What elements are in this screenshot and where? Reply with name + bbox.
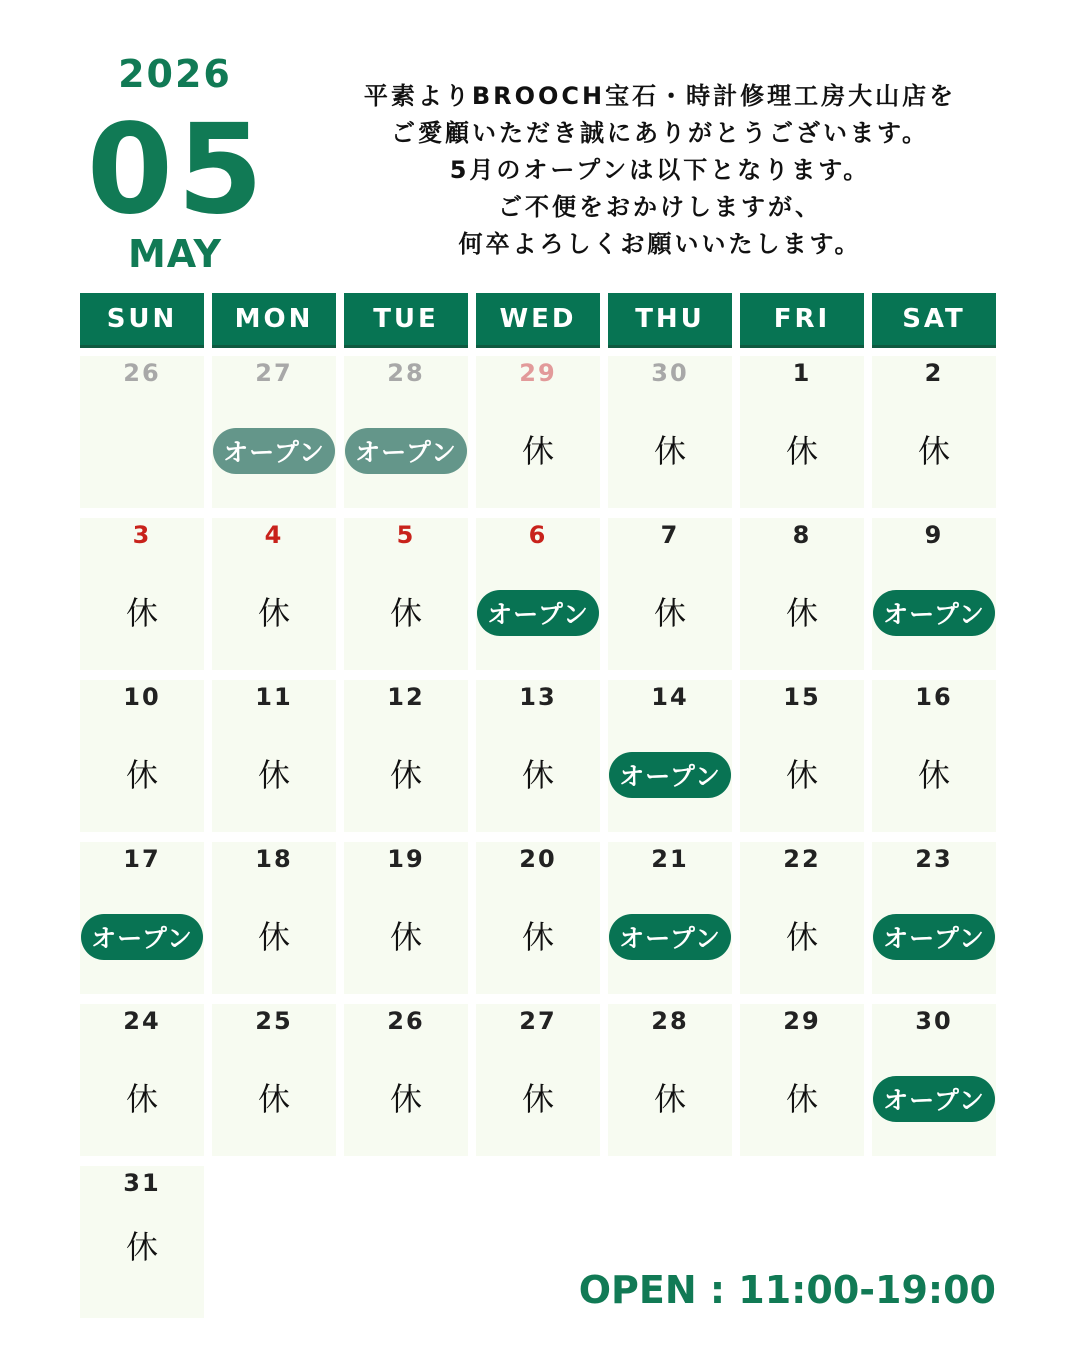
closed-label: 休 — [125, 594, 158, 632]
day-cell — [476, 842, 600, 994]
day-number: 12 — [387, 683, 425, 711]
open-badge: オープン — [873, 1076, 995, 1122]
weekday-sat: SAT — [872, 293, 996, 348]
weekday-fri: FRI — [740, 293, 864, 348]
day-cell — [344, 680, 468, 832]
day-cell — [872, 680, 996, 832]
day-number: 1 — [792, 359, 812, 387]
day-cell — [608, 680, 732, 832]
day-number: 30 — [651, 359, 689, 387]
day-cell — [872, 842, 996, 994]
day-cell — [344, 356, 468, 508]
day-number: 11 — [255, 683, 293, 711]
message-line: 何卒よろしくお願いいたします。 — [458, 230, 862, 258]
closed-label: 休 — [389, 1080, 422, 1118]
day-number: 5 — [396, 521, 416, 549]
closed-label: 休 — [125, 756, 158, 794]
message-line: ご愛顧いただき誠にありがとうございます。 — [390, 119, 930, 147]
day-cell — [476, 680, 600, 832]
closed-label: 休 — [257, 1080, 290, 1118]
day-cell — [872, 356, 996, 508]
day-cell — [740, 518, 864, 670]
day-cell — [872, 1004, 996, 1156]
greeting-message — [320, 78, 1000, 263]
day-number: 26 — [387, 1007, 425, 1035]
weekday-sun: SUN — [80, 293, 204, 348]
day-number: 9 — [924, 521, 944, 549]
closed-label: 休 — [521, 918, 554, 956]
day-number: 16 — [915, 683, 953, 711]
day-number: 29 — [783, 1007, 821, 1035]
day-number: 15 — [783, 683, 821, 711]
day-cell — [608, 356, 732, 508]
closed-label: 休 — [653, 1080, 686, 1118]
day-cell — [212, 680, 336, 832]
day-number: 19 — [387, 845, 425, 873]
closed-label: 休 — [785, 918, 818, 956]
open-badge: オープン — [477, 590, 599, 636]
day-number: 17 — [123, 845, 161, 873]
day-cell — [80, 518, 204, 670]
year-label: 2026 — [118, 52, 232, 96]
closed-label: 休 — [125, 1080, 158, 1118]
day-number: 13 — [519, 683, 557, 711]
day-number: 28 — [651, 1007, 689, 1035]
open-badge: オープン — [213, 428, 335, 474]
closed-label: 休 — [257, 594, 290, 632]
day-cell — [740, 680, 864, 832]
calendar-grid — [80, 356, 996, 1318]
month-number: 05 — [86, 98, 268, 242]
day-number: 8 — [792, 521, 812, 549]
day-number: 25 — [255, 1007, 293, 1035]
open-badge: オープン — [81, 914, 203, 960]
day-number: 30 — [915, 1007, 953, 1035]
day-number: 27 — [255, 359, 293, 387]
day-cell — [212, 356, 336, 508]
day-number: 3 — [132, 521, 152, 549]
open-badge: オープン — [873, 914, 995, 960]
closed-label: 休 — [521, 432, 554, 470]
day-cell — [212, 842, 336, 994]
day-cell — [212, 518, 336, 670]
day-number: 28 — [387, 359, 425, 387]
day-number: 2 — [924, 359, 944, 387]
day-cell — [740, 842, 864, 994]
weekday-tue: TUE — [344, 293, 468, 348]
month-name: MAY — [127, 232, 223, 276]
day-cell — [740, 356, 864, 508]
closed-label: 休 — [389, 594, 422, 632]
day-number: 27 — [519, 1007, 557, 1035]
day-cell — [80, 680, 204, 832]
day-cell — [344, 842, 468, 994]
day-cell — [80, 1166, 204, 1318]
closed-label: 休 — [653, 432, 686, 470]
day-cell — [740, 1004, 864, 1156]
day-cell — [872, 518, 996, 670]
day-cell — [80, 842, 204, 994]
closed-label: 休 — [389, 918, 422, 956]
day-number: 23 — [915, 845, 953, 873]
open-badge: オープン — [873, 590, 995, 636]
day-number: 7 — [660, 521, 680, 549]
weekday-mon: MON — [212, 293, 336, 348]
day-cell — [80, 356, 204, 508]
day-cell — [476, 518, 600, 670]
closed-label: 休 — [785, 756, 818, 794]
closed-label: 休 — [785, 1080, 818, 1118]
day-cell — [80, 1004, 204, 1156]
weekday-header — [80, 293, 996, 348]
closed-label: 休 — [521, 756, 554, 794]
closed-label: 休 — [125, 1228, 158, 1266]
day-number: 26 — [123, 359, 161, 387]
closed-label: 休 — [521, 1080, 554, 1118]
open-badge: オープン — [345, 428, 467, 474]
day-number: 29 — [519, 359, 557, 387]
day-number: 24 — [123, 1007, 161, 1035]
weekday-thu: THU — [608, 293, 732, 348]
day-number: 10 — [123, 683, 161, 711]
closed-label: 休 — [785, 594, 818, 632]
day-number: 18 — [255, 845, 293, 873]
day-number: 4 — [264, 521, 284, 549]
closed-label: 休 — [653, 594, 686, 632]
day-number: 6 — [528, 521, 548, 549]
closed-label: 休 — [389, 756, 422, 794]
message-line: ご不便をおかけしますが、 — [498, 193, 822, 221]
open-badge: オープン — [609, 914, 731, 960]
weekday-wed: WED — [476, 293, 600, 348]
day-cell — [344, 1004, 468, 1156]
day-cell — [608, 842, 732, 994]
day-number: 20 — [519, 845, 557, 873]
day-cell — [608, 518, 732, 670]
day-cell — [344, 518, 468, 670]
day-cell — [476, 1004, 600, 1156]
day-number: 21 — [651, 845, 689, 873]
open-badge: オープン — [609, 752, 731, 798]
day-number: 14 — [651, 683, 689, 711]
closed-label: 休 — [257, 756, 290, 794]
day-number: 22 — [783, 845, 821, 873]
opening-hours: OPEN : 11:00-19:00 — [578, 1268, 996, 1312]
closed-label: 休 — [917, 756, 950, 794]
closed-label: 休 — [785, 432, 818, 470]
closed-label: 休 — [257, 918, 290, 956]
message-line: 5月のオープンは以下となります。 — [449, 156, 871, 184]
day-cell — [212, 1004, 336, 1156]
day-cell — [608, 1004, 732, 1156]
message-line: 平素よりBROOCH宝石・時計修理工房大山店を — [363, 82, 957, 110]
day-cell — [476, 356, 600, 508]
day-number: 31 — [123, 1169, 161, 1197]
closed-label: 休 — [917, 432, 950, 470]
